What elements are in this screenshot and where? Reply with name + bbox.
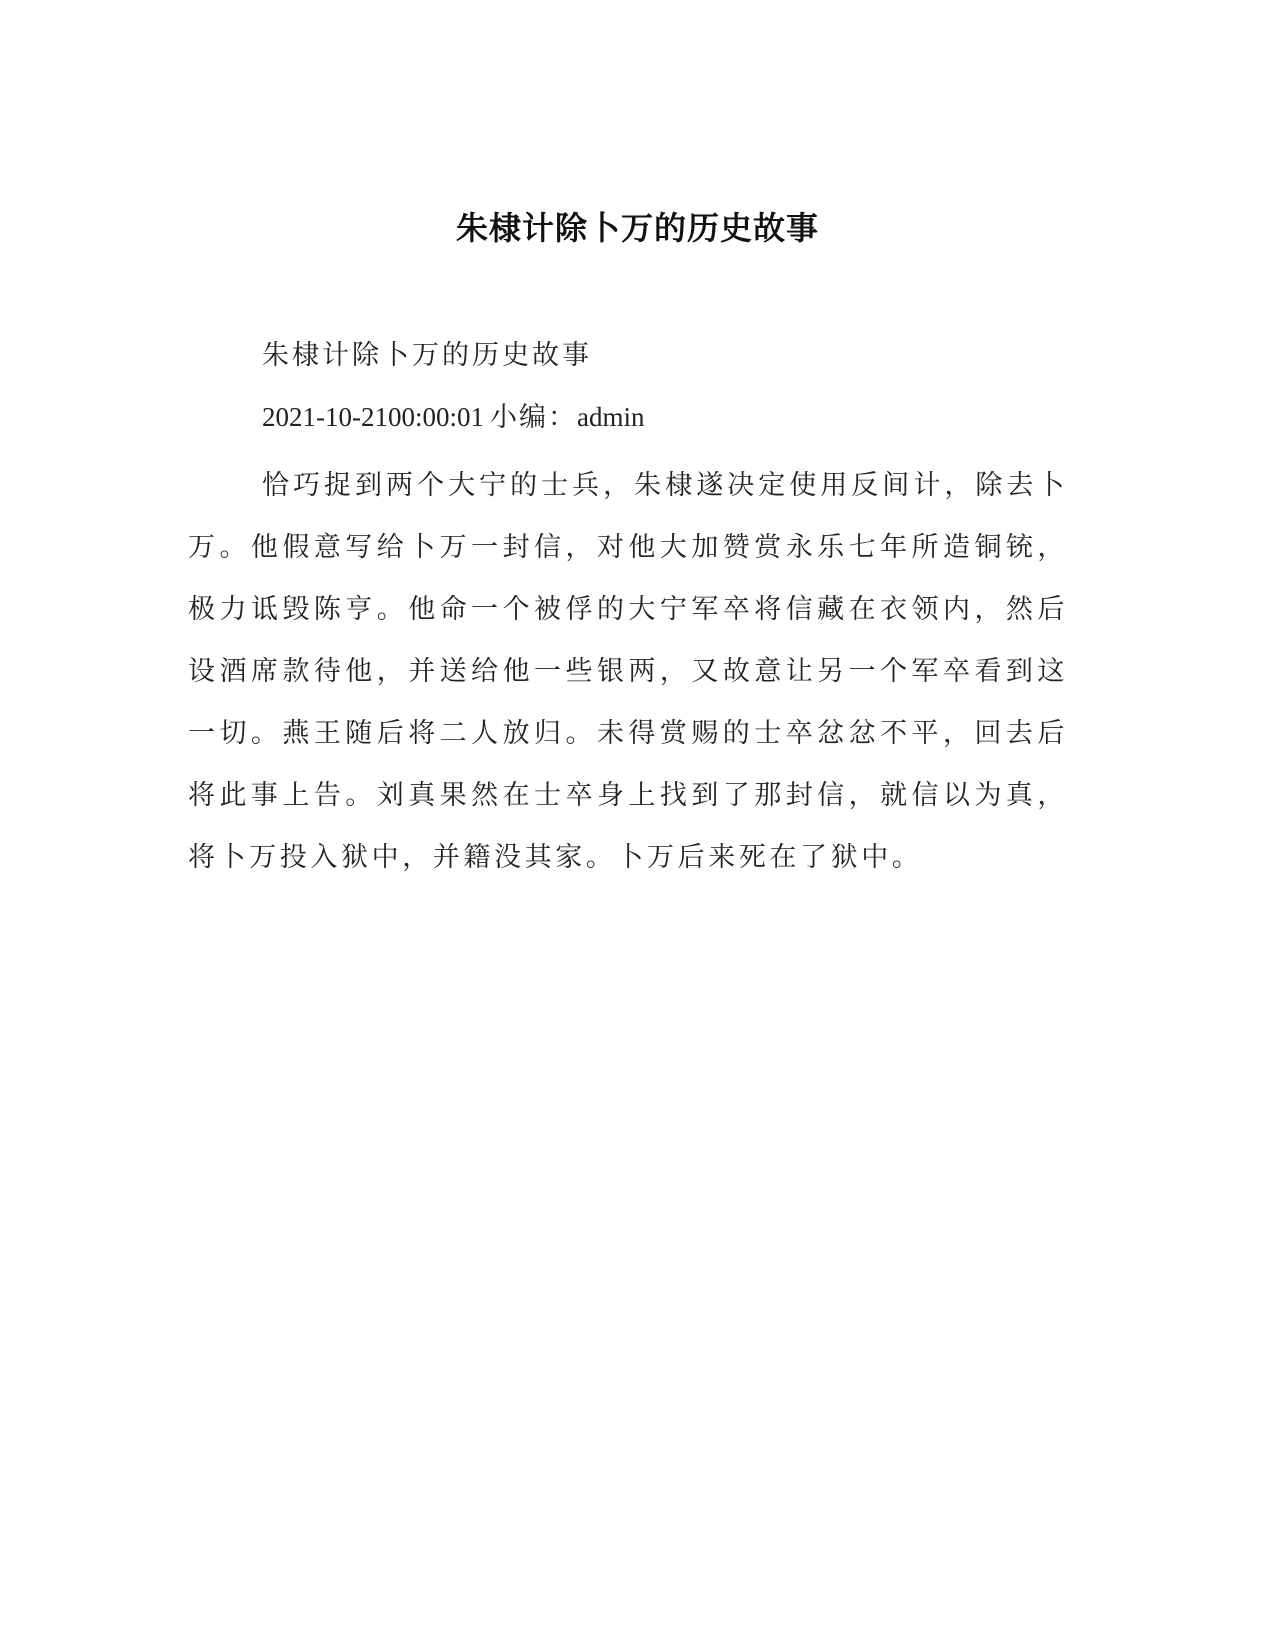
article-subtitle: 朱棣计除卜万的历史故事	[262, 340, 592, 371]
publish-date: 2021-10-2100:00:01	[262, 402, 484, 432]
author-label: 小编：	[490, 402, 577, 432]
author-name: admin	[577, 402, 645, 432]
article-meta	[262, 398, 645, 436]
article-body: 恰巧捉到两个大宁的士兵，朱棣遂决定使用反间计，除去卜万。他假意写给卜万一封信，对他大加赞赏永乐七年所造铜铳，极力诋毁陈亨。他命一个被俘的大宁军卒将信藏在衣领内，然后设酒席款待他，并送给他一些银两，又故意让另一个军卒看到这一切。燕王随后将二人放归。未得赏赐的士卒忿忿不平，回去后将此事上告。刘真果然在士卒身上找到了那封信，就信以为真，将卜万投入狱中，并籍没其家。卜万后来死在了狱中。	[188, 470, 1068, 873]
document-title: 朱棣计除卜万的历史故事	[455, 209, 819, 247]
